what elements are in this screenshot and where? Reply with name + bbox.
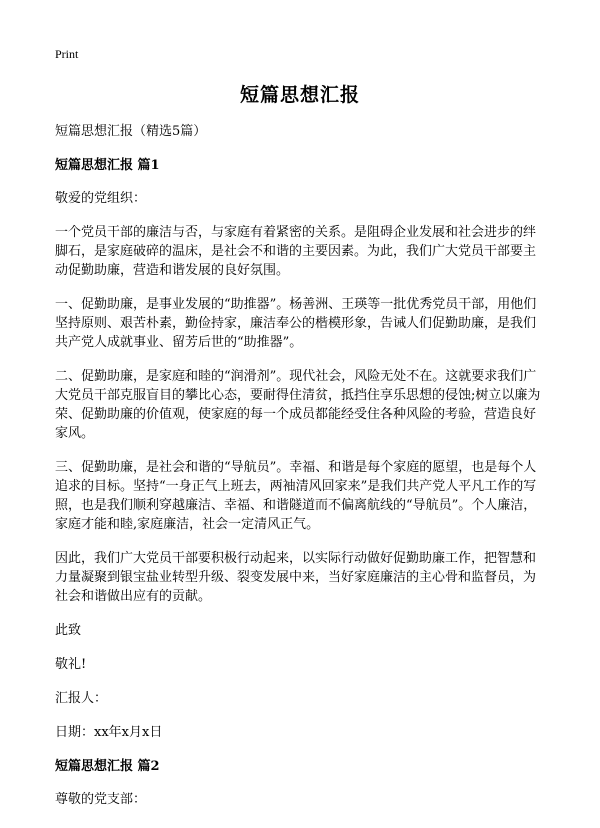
page-title: 短篇思想汇报 [239,84,360,106]
body-paragraph: 一、促勤助廉，是事业发展的“助推器”。杨善洲、王瑛等一批优秀党员干部，用他们坚持原则、艰苦朴素，勤俭持家，廉洁奉公的楷模形象，告诫人们促勤助廉，是我们共产党人成就事业、留芳后世的“助推器”。 [55,297,537,350]
body-paragraph: 一个党员干部的廉洁与否，与家庭有着紧密的关系。是阻碍企业发展和社会进步的绊脚石，是家庭破碎的温床，是社会不和谐的主要因素。为此，我们广大党员干部要主动促勤助廉，营造和谐发展的良好氛围。 [55,225,537,278]
salutation: 尊敬的党支部： [55,792,147,807]
document-body [55,122,547,824]
regards-line: 敬礼! [55,657,87,672]
closing-line: 此致 [55,623,82,638]
section-heading: 短篇思想汇报 篇2 [55,759,160,774]
section-heading: 短篇思想汇报 篇1 [55,158,160,173]
reporter-line: 汇报人： [55,691,108,706]
body-paragraph: 二、促勤助廉，是家庭和睦的“润滑剂”。现代社会，风险无处不在。这就要求我们广大党员干部克服盲目的攀比心态，要耐得住清贫，抵挡住享乐思想的侵蚀;树立以廉为荣、促勤助廉的价值观，使家庭的每一个成员都能经受住各种风险的考验，营造良好家风。 [55,369,541,441]
print-link[interactable]: Print [55,47,79,61]
body-paragraph: 因此，我们广大党员干部要积极行动起来，以实际行动做好促勤助廉工作，把智慧和力量凝聚到银宝盐业转型升级、裂变发展中来，当好家庭廉洁的主心骨和监督员，为社会和谐做出应有的贡献。 [55,551,537,604]
salutation: 敬爱的党组织： [55,191,147,206]
date-line: 日期：xx年x月x日 [55,725,163,740]
document-subtitle: 短篇思想汇报（精选5篇） [55,124,207,139]
body-paragraph: 三、促勤助廉，是社会和谐的“导航员”。幸福、和谐是每个家庭的愿望，也是每个人追求的目标。坚持“一身正气上班去，两袖清风回家来”是我们共产党人平凡工作的写照，也是我们顺利穿越廉洁、幸福、和谐隧道而不偏离航线的“导航员”。个人廉洁，家庭才能和睦,家庭廉洁，社会一定清风正气。 [55,460,537,532]
